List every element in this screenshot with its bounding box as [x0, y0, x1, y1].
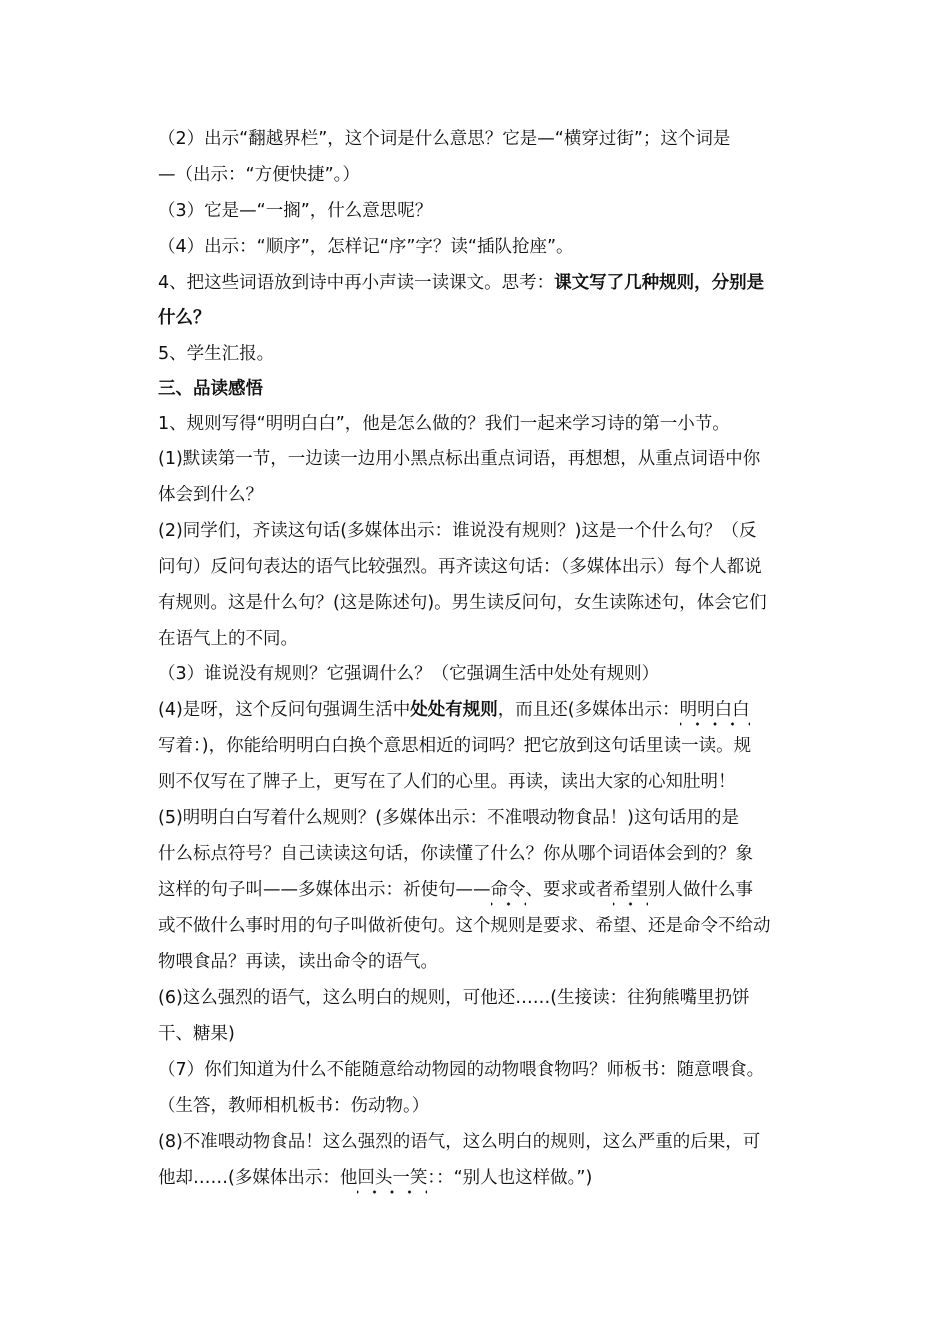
text-line: 问句）反问句表达的语气比较强烈。再齐读这句话：（多媒体出示）每个人都说: [158, 557, 762, 577]
text-line: (2)同学们，齐读这句话(多媒体出示：谁说没有规则？)这是一个什么句？（反: [158, 521, 757, 541]
text-line: 在语气上的不同。: [158, 629, 298, 649]
text-line: 他却……(多媒体出示：他回头一笑：：“别人也这样做。”): [158, 1168, 593, 1188]
dotted-emphasis: 希望: [613, 880, 648, 900]
text-line: （生答，教师相机板书：伤动物。）: [158, 1096, 430, 1116]
bold-text: 课文写了几种规则，分别是: [554, 273, 765, 293]
text-line: 5、学生汇报。: [158, 344, 275, 364]
text-line: （7）你们知道为什么不能随意给动物园的动物喂食物吗？师板书：随意喂食。: [158, 1060, 765, 1080]
dotted-emphasis: 明明白白: [679, 700, 750, 720]
text-line: （3）谁说没有规则？它强调什么？（它强调生活中处处有规则）: [158, 664, 660, 684]
text-line: 写着：)，你能给明明白白换个意思相近的词吗？把它放到这句话里读一读。规: [158, 736, 752, 756]
text-line: —（出示：“方便快捷”。）: [158, 165, 360, 185]
text-line: (5)明明白白写着什么规则？(多媒体出示：不准喂动物食品！)这句话用的是: [158, 808, 739, 828]
dotted-emphasis: 命令: [490, 880, 526, 900]
text-line: (4)是呀，这个反问句强调生活中处处有规则，而且还(多媒体出示：明明白白: [158, 700, 750, 720]
text-line: (8)不准喂动物食品！这么强烈的语气，这么明白的规则，这么严重的后果，可: [158, 1132, 761, 1152]
text-line: [158, 306, 818, 330]
text-line: (6)这么强烈的语气，这么明白的规则，可他还……(生接读：往狗熊嘴里扔饼: [158, 988, 750, 1008]
text-line: 或不做什么事时用的句子叫做祈使句。这个规则是要求、希望、还是命令不给动: [158, 916, 771, 936]
dotted-emphasis: 回头一笑: [357, 1168, 428, 1188]
text-line: （3）它是—“一搁”，什么意思呢？: [158, 201, 433, 221]
bold-text: 处处有规则: [410, 700, 498, 720]
text-line: 体会到什么？: [158, 485, 263, 505]
text-line: （2）出示“翻越界栏”，这个词是什么意思？它是—“横穿过街”；这个词是: [158, 129, 731, 149]
text-line: 则不仅写在了牌子上，更写在了人们的心里。再读，读出大家的心知肚明！: [158, 772, 736, 792]
text-line: (1)默读第一节，一边读一边用小黑点标出重点词语，再想想，从重点词语中你: [158, 449, 761, 469]
text-line: 这样的句子叫——多媒体出示：祈使句——命令、要求或者希望别人做什么事: [158, 880, 753, 900]
text-line: 1、规则写得“明明白白”，他是怎么做的？我们一起来学习诗的第一小节。: [158, 414, 730, 434]
text-line: 什么标点符号？自己读读这句话，你读懂了什么？你从哪个词语体会到的？象: [158, 844, 753, 864]
text-line: 物喂食品？再读，读出命令的语气。: [158, 952, 438, 972]
text-line: 干、糖果): [158, 1024, 235, 1044]
text-line: （4）出示：“顺序”，怎样记“序”字？读“插队抢座”。: [158, 237, 574, 257]
section-heading: 三、品读感悟: [158, 379, 263, 399]
bold-text: 什么？: [158, 308, 211, 328]
text-line: 有规则。这是什么句？(这是陈述句)。男生读反问句，女生读陈述句，体会它们: [158, 593, 767, 613]
text-line: 4、把这些词语放到诗中再小声读一读课文。思考：课文写了几种规则，分别是: [158, 273, 765, 293]
